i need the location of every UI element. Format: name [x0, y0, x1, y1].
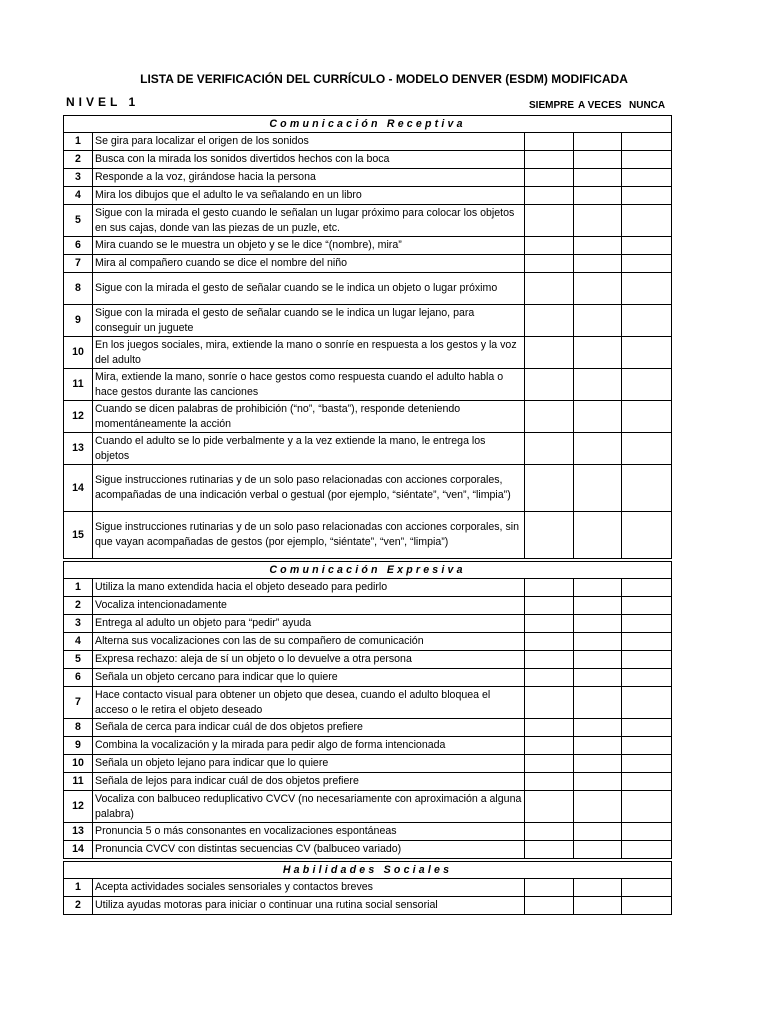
item-text: Cuando el adulto se lo pide verbalmente y a la vez extiende la mano, le entrega los objetos: [93, 433, 525, 465]
item-text: Se gira para localizar el origen de los sonidos: [93, 133, 525, 151]
checkbox-cell-a-veces[interactable]: [574, 512, 622, 559]
checkbox-cell-siempre[interactable]: [525, 187, 574, 205]
checkbox-cell-siempre[interactable]: [525, 773, 574, 791]
item-text: Expresa rechazo: aleja de sí un objeto o lo devuelve a otra persona: [93, 651, 525, 669]
item-text: Mira, extiende la mano, sonríe o hace gestos como respuesta cuando el adulto habla o hace gestos durante las canciones: [93, 369, 525, 401]
checkbox-cell-a-veces[interactable]: [574, 755, 622, 773]
checkbox-cell-nunca[interactable]: [622, 651, 672, 669]
item-number: 8: [64, 719, 93, 737]
checkbox-cell-a-veces[interactable]: [574, 133, 622, 151]
checkbox-cell-nunca[interactable]: [622, 237, 672, 255]
checkbox-cell-a-veces[interactable]: [574, 337, 622, 369]
item-number: 1: [64, 133, 93, 151]
column-header-a-veces: A VECES: [578, 100, 622, 111]
checklist-row: [64, 841, 672, 859]
checklist-row: [64, 823, 672, 841]
checkbox-cell-siempre[interactable]: [525, 755, 574, 773]
item-number: 2: [64, 151, 93, 169]
item-number: 11: [64, 369, 93, 401]
item-text: Hace contacto visual para obtener un objeto que desea, cuando el adulto bloquea el acceso o le retira el objeto deseado: [93, 687, 525, 719]
checklist-row: [64, 133, 672, 151]
checklist-row: [64, 579, 672, 597]
item-text: Vocaliza con balbuceo reduplicativo CVCV (no necesariamente con aproximación a alguna palabra): [93, 791, 525, 823]
checkbox-cell-siempre[interactable]: [525, 433, 574, 465]
checkbox-cell-siempre[interactable]: [525, 719, 574, 737]
checkbox-cell-a-veces[interactable]: [574, 433, 622, 465]
checklist-row: [64, 791, 672, 823]
item-number: 1: [64, 579, 93, 597]
checkbox-cell-nunca[interactable]: [622, 465, 672, 512]
checkbox-cell-nunca[interactable]: [622, 633, 672, 651]
column-header-siempre: SIEMPRE: [529, 100, 575, 111]
checkbox-cell-nunca[interactable]: [622, 773, 672, 791]
checklist-row: [64, 255, 672, 273]
checkbox-cell-siempre[interactable]: [525, 687, 574, 719]
item-number: 4: [64, 633, 93, 651]
checkbox-cell-nunca[interactable]: [622, 597, 672, 615]
checkbox-cell-siempre[interactable]: [525, 512, 574, 559]
checkbox-cell-siempre[interactable]: [525, 401, 574, 433]
checklist-row: [64, 719, 672, 737]
checkbox-cell-a-veces[interactable]: [574, 897, 622, 915]
checkbox-cell-nunca[interactable]: [622, 897, 672, 915]
checklist-row: [64, 369, 672, 401]
checkbox-cell-nunca[interactable]: [622, 255, 672, 273]
checklist-row: [64, 897, 672, 915]
item-text: Entrega al adulto un objeto para “pedir” ayuda: [93, 615, 525, 633]
checkbox-cell-siempre[interactable]: [525, 841, 574, 859]
item-text: Utiliza ayudas motoras para iniciar o continuar una rutina social sensorial: [93, 897, 525, 915]
item-number: 14: [64, 841, 93, 859]
checkbox-cell-a-veces[interactable]: [574, 633, 622, 651]
item-text: Mira cuando se le muestra un objeto y se le dice “(nombre), mira”: [93, 237, 525, 255]
checkbox-cell-nunca[interactable]: [622, 133, 672, 151]
checklist-table: [63, 115, 672, 915]
item-number: 7: [64, 687, 93, 719]
item-text: Pronuncia CVCV con distintas secuencias CV (balbuceo variado): [93, 841, 525, 859]
checkbox-cell-siempre[interactable]: [525, 615, 574, 633]
checkbox-cell-a-veces[interactable]: [574, 401, 622, 433]
item-number: 5: [64, 651, 93, 669]
checkbox-cell-siempre[interactable]: [525, 879, 574, 897]
checkbox-cell-nunca[interactable]: [622, 187, 672, 205]
checklist-row: [64, 687, 672, 719]
checkbox-cell-a-veces[interactable]: [574, 465, 622, 512]
checkbox-cell-a-veces[interactable]: [574, 737, 622, 755]
item-number: 3: [64, 615, 93, 633]
item-number: 1: [64, 879, 93, 897]
checklist-row: [64, 669, 672, 687]
checkbox-cell-nunca[interactable]: [622, 791, 672, 823]
checkbox-cell-a-veces[interactable]: [574, 369, 622, 401]
checkbox-cell-nunca[interactable]: [622, 841, 672, 859]
checkbox-cell-nunca[interactable]: [622, 273, 672, 305]
item-text: Sigue instrucciones rutinarias y de un solo paso relacionadas con acciones corporales, acompañadas de una indicación verbal o gestual (por ejemplo, “siéntate”, “ven”, “limpia”): [93, 465, 525, 512]
item-text: Sigue con la mirada el gesto cuando le señalan un lugar próximo para colocar los objetos en sus cajas, donde van las piezas de un puzle, etc.: [93, 205, 525, 237]
checkbox-cell-siempre[interactable]: [525, 669, 574, 687]
checklist-row: [64, 337, 672, 369]
checkbox-cell-a-veces[interactable]: [574, 879, 622, 897]
checkbox-cell-a-veces[interactable]: [574, 773, 622, 791]
item-number: 7: [64, 255, 93, 273]
checkbox-cell-a-veces[interactable]: [574, 669, 622, 687]
item-text: Sigue con la mirada el gesto de señalar cuando se le indica un lugar lejano, para conseguir un juguete: [93, 305, 525, 337]
checklist-row: [64, 433, 672, 465]
checklist-row: [64, 305, 672, 337]
item-text: Acepta actividades sociales sensoriales y contactos breves: [93, 879, 525, 897]
checkbox-cell-siempre[interactable]: [525, 255, 574, 273]
checklist-row: [64, 401, 672, 433]
checkbox-cell-a-veces[interactable]: [574, 651, 622, 669]
checkbox-cell-nunca[interactable]: [622, 879, 672, 897]
item-text: Combina la vocalización y la mirada para pedir algo de forma intencionada: [93, 737, 525, 755]
checklist-row: [64, 773, 672, 791]
item-text: Señala un objeto cercano para indicar que lo quiere: [93, 669, 525, 687]
item-text: Sigue instrucciones rutinarias y de un solo paso relacionadas con acciones corporales, sin que vayan acompañadas de gestos (por ejemplo, “siéntate”, “ven”, “limpia”): [93, 512, 525, 559]
item-text: Mira al compañero cuando se dice el nombre del niño: [93, 255, 525, 273]
checkbox-cell-a-veces[interactable]: [574, 597, 622, 615]
checkbox-cell-nunca[interactable]: [622, 719, 672, 737]
checkbox-cell-nunca[interactable]: [622, 401, 672, 433]
checklist-row: [64, 651, 672, 669]
item-text: Alterna sus vocalizaciones con las de su compañero de comunicación: [93, 633, 525, 651]
item-number: 3: [64, 169, 93, 187]
checkbox-cell-siempre[interactable]: [525, 337, 574, 369]
checkbox-cell-siempre[interactable]: [525, 369, 574, 401]
checkbox-cell-nunca[interactable]: [622, 369, 672, 401]
checkbox-cell-siempre[interactable]: [525, 205, 574, 237]
checkbox-cell-a-veces[interactable]: [574, 823, 622, 841]
checkbox-cell-a-veces[interactable]: [574, 305, 622, 337]
checkbox-cell-a-veces[interactable]: [574, 237, 622, 255]
item-number: 13: [64, 433, 93, 465]
item-number: 5: [64, 205, 93, 237]
checkbox-cell-nunca[interactable]: [622, 615, 672, 633]
checklist-row: [64, 633, 672, 651]
item-number: 2: [64, 897, 93, 915]
checkbox-cell-siempre[interactable]: [525, 897, 574, 915]
checkbox-cell-a-veces[interactable]: [574, 615, 622, 633]
checkbox-cell-siempre[interactable]: [525, 169, 574, 187]
item-number: 6: [64, 237, 93, 255]
checkbox-cell-a-veces[interactable]: [574, 187, 622, 205]
checkbox-cell-nunca[interactable]: [622, 512, 672, 559]
item-number: 12: [64, 401, 93, 433]
level-label: NIVEL 1: [66, 95, 140, 109]
checkbox-cell-siempre[interactable]: [525, 237, 574, 255]
checklist-row: [64, 187, 672, 205]
checkbox-cell-siempre[interactable]: [525, 579, 574, 597]
item-number: 4: [64, 187, 93, 205]
checklist-row: [64, 237, 672, 255]
checkbox-cell-a-veces[interactable]: [574, 841, 622, 859]
item-text: Vocaliza intencionadamente: [93, 597, 525, 615]
item-text: Sigue con la mirada el gesto de señalar cuando se le indica un objeto o lugar próximo: [93, 273, 525, 305]
item-number: 10: [64, 337, 93, 369]
item-text: En los juegos sociales, mira, extiende la mano o sonríe en respuesta a los gestos y la voz del adulto: [93, 337, 525, 369]
checkbox-cell-siempre[interactable]: [525, 305, 574, 337]
item-number: 15: [64, 512, 93, 559]
item-number: 8: [64, 273, 93, 305]
item-number: 10: [64, 755, 93, 773]
checkbox-cell-siempre[interactable]: [525, 273, 574, 305]
item-number: 9: [64, 737, 93, 755]
item-text: Mira los dibujos que el adulto le va señalando en un libro: [93, 187, 525, 205]
checklist-row: [64, 205, 672, 237]
item-text: Cuando se dicen palabras de prohibición (“no”, “basta”), responde deteniendo momentáneamente la acción: [93, 401, 525, 433]
checkbox-cell-nunca[interactable]: [622, 151, 672, 169]
checkbox-cell-nunca[interactable]: [622, 579, 672, 597]
section-header: Comunicación Expresiva: [64, 562, 672, 579]
checklist-row: [64, 465, 672, 512]
checklist-row: [64, 151, 672, 169]
checkbox-cell-a-veces[interactable]: [574, 169, 622, 187]
document-title: LISTA DE VERIFICACIÓN DEL CURRÍCULO - MODELO DENVER (ESDM) MODIFICADA: [140, 72, 628, 86]
checkbox-cell-nunca[interactable]: [622, 669, 672, 687]
item-number: 9: [64, 305, 93, 337]
checkbox-cell-nunca[interactable]: [622, 755, 672, 773]
checkbox-cell-nunca[interactable]: [622, 737, 672, 755]
checkbox-cell-nunca[interactable]: [622, 305, 672, 337]
checklist-row: [64, 615, 672, 633]
checkbox-cell-siempre[interactable]: [525, 151, 574, 169]
checkbox-cell-siempre[interactable]: [525, 633, 574, 651]
checkbox-cell-a-veces[interactable]: [574, 687, 622, 719]
item-number: 6: [64, 669, 93, 687]
checkbox-cell-siempre[interactable]: [525, 791, 574, 823]
checklist-row: [64, 737, 672, 755]
item-text: Señala de cerca para indicar cuál de dos objetos prefiere: [93, 719, 525, 737]
checklist-row: [64, 597, 672, 615]
item-text: Señala un objeto lejano para indicar que lo quiere: [93, 755, 525, 773]
checkbox-cell-nunca[interactable]: [622, 169, 672, 187]
checklist-row: [64, 512, 672, 559]
checklist-row: [64, 755, 672, 773]
checkbox-cell-siempre[interactable]: [525, 597, 574, 615]
item-number: 11: [64, 773, 93, 791]
checkbox-cell-siempre[interactable]: [525, 737, 574, 755]
section-header: Habilidades Sociales: [64, 862, 672, 879]
item-number: 2: [64, 597, 93, 615]
checkbox-cell-a-veces[interactable]: [574, 273, 622, 305]
checkbox-cell-nunca[interactable]: [622, 823, 672, 841]
checklist-row: [64, 879, 672, 897]
checkbox-cell-nunca[interactable]: [622, 205, 672, 237]
checkbox-cell-siempre[interactable]: [525, 651, 574, 669]
column-header-nunca: NUNCA: [629, 100, 666, 111]
checklist-row: [64, 273, 672, 305]
checkbox-cell-siempre[interactable]: [525, 823, 574, 841]
checkbox-cell-a-veces[interactable]: [574, 719, 622, 737]
item-text: Señala de lejos para indicar cuál de dos objetos prefiere: [93, 773, 525, 791]
checklist-row: [64, 169, 672, 187]
checkbox-cell-a-veces[interactable]: [574, 579, 622, 597]
item-number: 14: [64, 465, 93, 512]
checkbox-cell-nunca[interactable]: [622, 337, 672, 369]
checkbox-cell-a-veces[interactable]: [574, 151, 622, 169]
section-header: Comunicación Receptiva: [64, 116, 672, 133]
item-number: 12: [64, 791, 93, 823]
item-text: Utiliza la mano extendida hacia el objeto deseado para pedirlo: [93, 579, 525, 597]
item-text: Responde a la voz, girándose hacia la persona: [93, 169, 525, 187]
checkbox-cell-siempre[interactable]: [525, 133, 574, 151]
item-number: 13: [64, 823, 93, 841]
item-text: Busca con la mirada los sonidos divertidos hechos con la boca: [93, 151, 525, 169]
checkbox-cell-nunca[interactable]: [622, 433, 672, 465]
checkbox-cell-nunca[interactable]: [622, 687, 672, 719]
checkbox-cell-siempre[interactable]: [525, 465, 574, 512]
checkbox-cell-a-veces[interactable]: [574, 205, 622, 237]
item-text: Pronuncia 5 o más consonantes en vocalizaciones espontáneas: [93, 823, 525, 841]
checkbox-cell-a-veces[interactable]: [574, 791, 622, 823]
checkbox-cell-a-veces[interactable]: [574, 255, 622, 273]
